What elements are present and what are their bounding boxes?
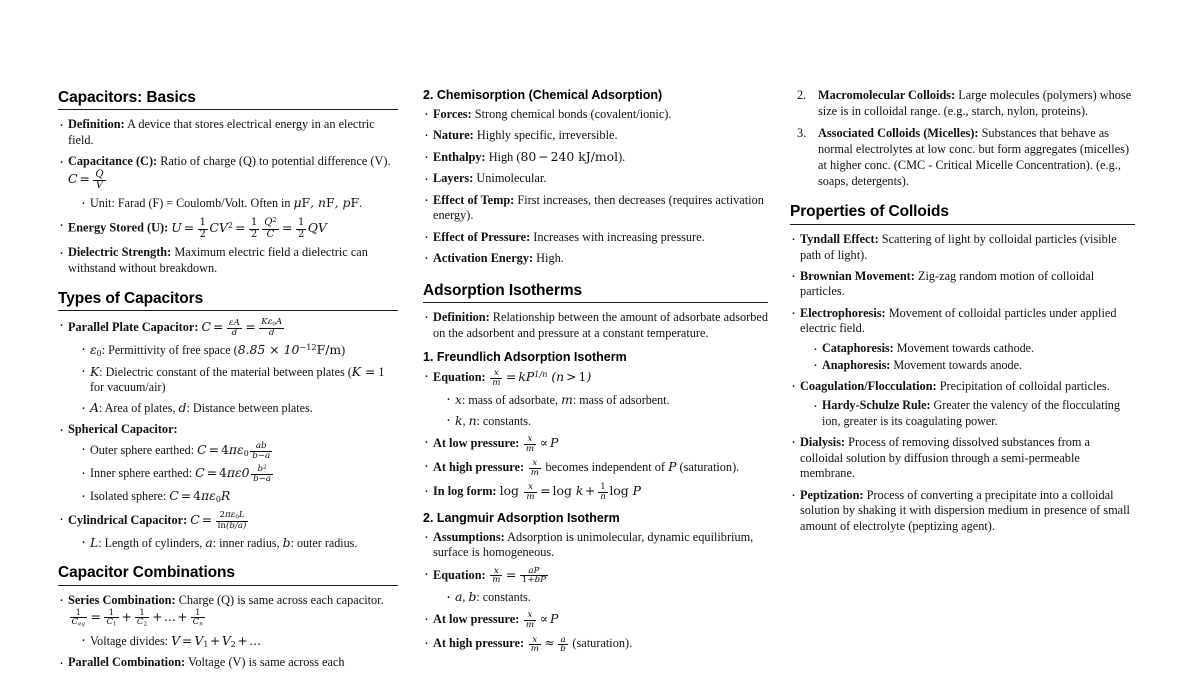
formula-xm: $\frac{x}{m}$ <box>530 457 539 478</box>
section-properties-of-colloids <box>790 202 1135 534</box>
item-term: Hardy-Schulze Rule: <box>822 398 931 413</box>
symbol-k: K <box>90 363 100 379</box>
list-item <box>80 195 398 211</box>
item-text: Unit: Farad (F) = Coulomb/Volt. Often in <box>90 196 291 211</box>
item-text: Increases with increasing pressure. <box>533 229 705 244</box>
bullet-list <box>423 310 768 341</box>
item-term: Parallel Plate Capacitor: <box>68 320 199 335</box>
list-item <box>790 488 1135 535</box>
list-item <box>423 435 768 454</box>
item-term: Capacitance (C): <box>68 154 158 169</box>
item-term: Energy Stored (U): <box>68 220 169 235</box>
formula-cylindrical: C = $\frac{2\pi\varepsilon_0L}{\ln(b/a)}$ <box>190 510 247 532</box>
sub-list <box>68 633 398 650</box>
section-heading: Types of Capacitors <box>58 289 204 307</box>
list-item <box>58 245 398 276</box>
item-text: Movement towards anode. <box>893 357 1022 372</box>
section-heading: Adsorption Isotherms <box>423 281 583 299</box>
item-term: Definition: <box>433 309 490 324</box>
list-item <box>58 217 398 239</box>
sub-list <box>800 341 1135 373</box>
formula-freundlich: $\frac{x}{m}$ = $kP^{1/n}$ (n > 1) <box>492 368 592 388</box>
list-item <box>80 633 398 650</box>
item-text: Precipitation of colloidal particles. <box>939 378 1110 393</box>
item-text: Adsorption is unimolecular, dynamic equilibrium, surface is homogeneous. <box>433 529 754 560</box>
item-text: Voltage (V) is same across each <box>188 655 345 670</box>
item-text: : Area of plates, d: Distance between plates. <box>98 400 313 416</box>
item-term: Nature: <box>433 127 474 142</box>
list-item <box>445 413 768 429</box>
item-term: Activation Energy: <box>433 250 534 265</box>
item-text: Movement of colloidal particles under applied electric field. <box>800 305 1117 336</box>
item-text: Large molecules (polymers) whose size is in colloidal range. (e.g., starch, nylon, proteins). <box>818 88 1132 118</box>
heading-rule <box>790 224 1135 225</box>
list-item <box>790 379 1135 430</box>
item-text: First increases, then decreases (requires activation energy). <box>433 192 764 223</box>
list-item <box>58 593 398 650</box>
list-item <box>58 154 398 211</box>
item-term: Associated Colloids (Micelles): <box>818 126 979 141</box>
symbol-a-b: a <box>455 589 463 605</box>
list-item <box>812 398 1135 429</box>
item-text: High (80 − 240 kJ/mol). <box>488 149 626 165</box>
list-item <box>790 88 1135 119</box>
item-tail: . <box>359 196 363 211</box>
bullet-list-freundlich <box>423 369 768 502</box>
formula-high-pressure: $\frac{x}{m}$ ≈ $\frac{a}{b}$ <box>530 634 566 655</box>
item-term: At high pressure: <box>433 636 525 651</box>
item-text: : mass of adsorbate, m: mass of adsorbent. <box>462 391 670 407</box>
list-item <box>80 442 398 461</box>
list-item <box>80 364 398 396</box>
item-text: Inner sphere earthed: <box>90 466 193 481</box>
list-item <box>58 117 398 148</box>
item-term: Forces: <box>433 106 472 121</box>
sub-list <box>68 342 398 417</box>
sub-list <box>68 535 398 551</box>
list-item <box>790 435 1135 482</box>
heading-rule <box>58 585 398 586</box>
sub-list <box>433 589 768 605</box>
item-text: A device that stores electrical energy in an electric field. <box>68 117 375 148</box>
formula-energy-stored: U = $\frac{1}{2}$ $CV^2$ = $\frac{1}{2}$ $\frac{Q^2}{C}$ = $\frac{1}{2}$ QV <box>171 216 327 240</box>
item-text: Process of removing dissolved substances from a colloidal solution by diffusion through a semi-permeable membrane. <box>800 434 1090 481</box>
symbol-epsilon-zero: $\varepsilon_0$ <box>90 341 102 358</box>
bullet-list <box>58 593 398 671</box>
item-term: Cylindrical Capacitor: <box>68 513 188 528</box>
subsection-heading-langmuir: 2. Langmuir Adsorption Isotherm <box>423 510 620 525</box>
formula-low-pressure: $\frac{x}{m}$ ∝ P <box>525 433 559 454</box>
item-text: Unimolecular. <box>476 171 547 186</box>
list-item <box>58 318 398 417</box>
list-item <box>423 567 768 606</box>
formula-voltage-divides: $V = V_1 + V_2$ + ... <box>171 632 262 649</box>
formula-isolated-sphere: $C = 4\pi\varepsilon_0R$ <box>169 488 231 505</box>
list-item <box>423 483 768 502</box>
section-heading: Capacitor Combinations <box>58 564 235 582</box>
item-text: Strong chemical bonds (covalent/ionic). <box>474 106 672 121</box>
item-text: : Permittivity of free space $(8.85 \times 10^{-12}F/m)$ <box>101 341 346 357</box>
symbol-a: A <box>90 400 99 416</box>
formula-parallel-plate: C = $\frac{\varepsilon A}{d}$ = $\frac{K\varepsilon_0A}{d}$ <box>201 316 283 339</box>
section-adsorption-isotherms <box>423 281 768 655</box>
bullet-list-properties <box>790 232 1135 535</box>
item-term: Dialysis: <box>800 434 846 449</box>
item-term: Layers: <box>433 171 474 186</box>
formula-units: μF, nF, pF <box>293 195 360 211</box>
section-capacitor-combinations <box>58 563 398 671</box>
section-capacitors-basics <box>58 88 398 277</box>
list-item <box>790 232 1135 263</box>
symbol-k-n: k <box>455 412 463 428</box>
list-item <box>423 230 768 246</box>
symbol-x: x <box>455 391 462 407</box>
section-types-of-capacitors <box>58 289 398 552</box>
formula-capacitance: C = $\frac{Q}{V}$ <box>68 169 104 192</box>
column-2 <box>423 88 769 655</box>
list-item <box>423 635 768 654</box>
item-term: Parallel Combination: <box>68 655 186 670</box>
list-item <box>423 107 768 123</box>
list-item <box>812 341 1135 356</box>
list-item <box>790 269 1135 300</box>
numbered-list-colloid-types <box>790 88 1135 189</box>
list-item <box>423 149 768 166</box>
item-term: At low pressure: <box>433 435 520 450</box>
item-text: , b: constants. <box>462 589 531 605</box>
list-item <box>812 358 1135 373</box>
item-text: Greater the valency of the flocculating ion, greater is its coagulating power. <box>822 398 1120 428</box>
item-text: Maximum electric field a dielectric can withstand without breakdown. <box>68 245 368 275</box>
list-item <box>58 422 398 505</box>
list-item <box>445 589 768 605</box>
item-term: Coagulation/Flocculation: <box>800 378 937 393</box>
formula-langmuir: $\frac{x}{m}$ = $\frac{aP}{1+bP}$ <box>492 565 546 586</box>
item-text: Voltage divides: <box>90 633 169 648</box>
item-term: Macromolecular Colloids: <box>818 88 956 102</box>
item-term: Enthalpy: <box>433 150 486 165</box>
item-text: Relationship between the amount of adsorbate adsorbed on the adsorbent and pressure at a constant temperature. <box>433 309 769 340</box>
list-marker: 3. <box>797 126 807 141</box>
formula-series: $\frac{1}{C_{eq}}$ = $\frac{1}{C_1}$ + $\frac{1}{C_2}$ + ... + $\frac{1}{C_n}$ <box>71 607 203 628</box>
formula-low-pressure: $\frac{x}{m}$ ∝ P <box>525 610 559 631</box>
item-term: At high pressure: <box>433 459 525 474</box>
subsection-heading-freundlich: 1. Freundlich Adsorption Isotherm <box>423 350 627 365</box>
item-text: : Dielectric constant of the material between plates (K = 1 for vacuum/air) <box>90 363 385 395</box>
heading-rule <box>58 109 398 110</box>
list-item <box>423 459 768 478</box>
column-3 <box>790 88 1135 626</box>
item-text: Ratio of charge (Q) to potential difference (V). <box>160 154 391 169</box>
list-item <box>790 306 1135 373</box>
item-text: : Length of cylinders, a: inner radius, b: outer radius. <box>98 534 358 550</box>
item-term: Effect of Pressure: <box>433 229 531 244</box>
item-text: becomes independent of P (saturation). <box>545 458 740 474</box>
section-heading: Properties of Colloids <box>790 203 949 221</box>
list-item <box>80 488 398 505</box>
list-item <box>790 126 1135 189</box>
list-item <box>445 392 768 408</box>
list-item <box>423 310 768 341</box>
item-text: , n: constants. <box>462 412 531 428</box>
heading-rule <box>423 302 768 303</box>
item-text: Scattering of light by colloidal particles (visible path of light). <box>800 231 1117 262</box>
bullet-list-langmuir <box>423 530 768 655</box>
sub-list <box>68 442 398 506</box>
item-text: Movement towards cathode. <box>896 341 1035 356</box>
subsection-heading-chemisorption: 2. Chemisorption (Chemical Adsorption) <box>423 88 663 102</box>
item-term: Equation: <box>433 567 486 582</box>
item-text: Substances that behave as normal electrolytes at low conc. but form aggregates (micelles) at higher conc. (CMC - Critical Micelle Concentration). (e.g., soaps, detergents). <box>818 126 1130 188</box>
item-term: Peptization: <box>800 487 864 502</box>
item-text: Process of converting a precipitate into a colloidal solution by shaking it with dispersion medium in presence of small amount of electrolyte (peptizing agent). <box>800 487 1130 533</box>
list-item <box>58 511 398 551</box>
list-item <box>80 535 398 551</box>
item-term: Cataphoresis: <box>822 341 894 356</box>
list-item <box>58 655 398 671</box>
item-term: Definition: <box>68 117 125 132</box>
symbol-l: L <box>90 534 99 550</box>
list-item <box>80 465 398 484</box>
item-text: Outer sphere earthed: <box>90 442 195 457</box>
list-item <box>80 400 398 416</box>
bullet-list <box>58 318 398 551</box>
formula-inner-sphere: C = 4πε0 $\frac{b^2}{b-a}$ <box>195 464 272 484</box>
item-term: Equation: <box>433 369 486 384</box>
sub-list <box>433 392 768 429</box>
item-term: Anaphoresis: <box>822 357 891 372</box>
section-heading: Capacitors: Basics <box>58 89 196 106</box>
list-item <box>80 342 398 359</box>
item-text: Highly specific, irreversible. <box>476 127 618 142</box>
sub-list <box>800 398 1135 429</box>
list-item <box>423 171 768 187</box>
item-term: Brownian Movement: <box>800 268 915 283</box>
item-term: Dielectric Strength: <box>68 245 172 260</box>
list-marker: 2. <box>797 88 807 102</box>
item-text: Isolated sphere: <box>90 489 167 504</box>
item-term: Spherical Capacitor: <box>68 422 178 437</box>
formula-outer-sphere: $C = 4\pi\varepsilon_0$ $\frac{ab}{b-a}$ <box>197 440 271 461</box>
item-text: Zig-zag random motion of colloidal particles. <box>800 268 1095 299</box>
bullet-list <box>58 117 398 276</box>
item-term: Effect of Temp: <box>433 192 515 207</box>
item-term: Electrophoresis: <box>800 305 886 320</box>
list-item <box>423 251 768 267</box>
list-item <box>423 369 768 429</box>
bullet-list-chemisorption <box>423 107 768 267</box>
list-item <box>423 611 768 630</box>
list-item <box>423 128 768 144</box>
list-item <box>423 193 768 224</box>
column-1 <box>58 88 398 670</box>
item-text: High. <box>536 250 564 265</box>
formula-log-form: log $\frac{x}{m}$ = log k + $\frac{1}{n}$ log P <box>499 482 641 503</box>
item-text: Charge (Q) is same across each capacitor. <box>178 592 384 607</box>
item-term: Series Combination: <box>68 592 176 607</box>
item-text: (saturation). <box>572 636 633 651</box>
item-term: In log form: <box>433 484 497 499</box>
item-term: Assumptions: <box>433 529 505 544</box>
sub-list <box>68 195 398 211</box>
list-item <box>423 530 768 561</box>
item-term: Tyndall Effect: <box>800 231 879 246</box>
heading-rule <box>58 310 398 311</box>
item-term: At low pressure: <box>433 612 520 627</box>
